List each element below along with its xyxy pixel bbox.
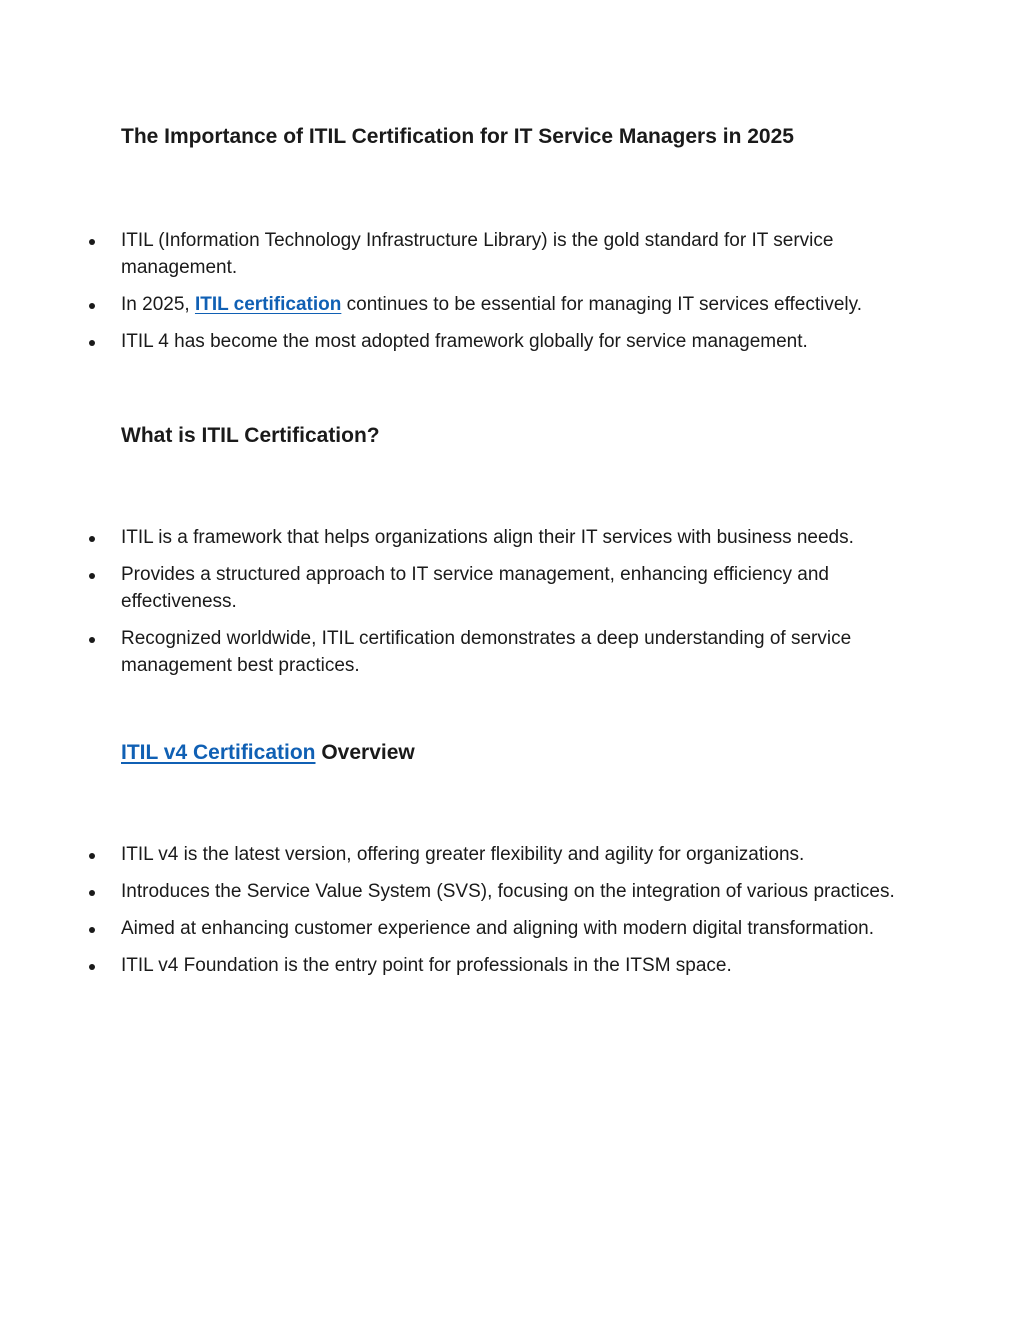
list-item-text: Aimed at enhancing customer experience and aligning with modern digital transformation. (121, 918, 875, 939)
itil-v4-certification-link[interactable]: ITIL v4 Certification (121, 741, 316, 764)
list-item (0, 915, 911, 942)
list-item-text: Provides a structured approach to IT service management, enhancing efficiency and effectiveness. (121, 564, 829, 612)
section-heading-itil-v4 (121, 739, 415, 767)
intro-bullet-list (0, 227, 1024, 365)
section-heading-what-is-itil: What is ITIL Certification? (121, 424, 380, 447)
bullet-icon (89, 573, 95, 579)
list-item-text: ITIL 4 has become the most adopted framework globally for service management. (121, 331, 808, 352)
list-item-text-suffix: continues to be essential for managing IT services effectively. (341, 294, 863, 315)
bullet-icon (89, 637, 95, 643)
section-heading-suffix: Overview (315, 741, 415, 764)
list-item (0, 328, 911, 355)
list-item (0, 625, 911, 679)
bullet-icon (89, 340, 95, 346)
list-item (0, 291, 911, 318)
what-is-itil-bullet-list (0, 524, 1024, 689)
list-item (0, 524, 911, 551)
bullet-icon (89, 927, 95, 933)
list-item-text: Introduces the Service Value System (SVS), focusing on the integration of various practices. (121, 881, 895, 902)
list-item-text: Recognized worldwide, ITIL certification demonstrates a deep understanding of service management best practices. (121, 628, 852, 676)
bullet-icon (89, 964, 95, 970)
bullet-icon (89, 853, 95, 859)
bullet-icon (89, 536, 95, 542)
bullet-icon (89, 303, 95, 309)
page-title: The Importance of ITIL Certification for IT Service Managers in 2025 (121, 125, 794, 148)
list-item (0, 878, 911, 905)
list-item-text: ITIL (Information Technology Infrastructure Library) is the gold standard for IT service management. (121, 230, 834, 278)
list-item-text-prefix: In 2025, (121, 294, 195, 315)
bullet-icon (89, 890, 95, 896)
list-item-text: ITIL v4 Foundation is the entry point for professionals in the ITSM space. (121, 955, 732, 976)
list-item (0, 561, 911, 615)
list-item-text: ITIL is a framework that helps organizations align their IT services with business needs. (121, 527, 854, 548)
list-item (0, 841, 911, 868)
itil-v4-bullet-list (0, 841, 1024, 989)
list-item (0, 227, 911, 281)
itil-certification-link[interactable]: ITIL certification (194, 294, 342, 315)
list-item-text: ITIL v4 is the latest version, offering greater flexibility and agility for organizations. (121, 844, 805, 865)
list-item (0, 952, 911, 979)
bullet-icon (89, 239, 95, 245)
